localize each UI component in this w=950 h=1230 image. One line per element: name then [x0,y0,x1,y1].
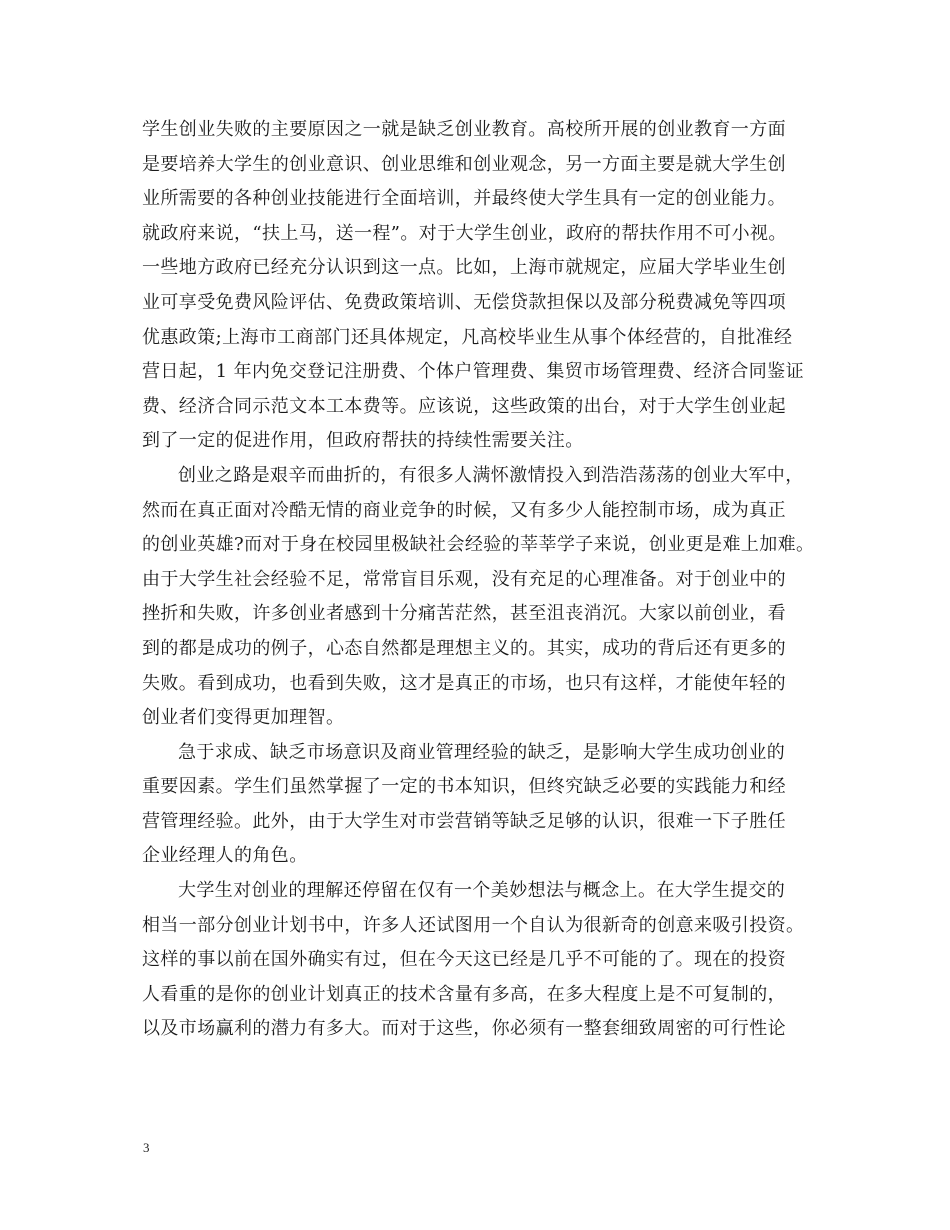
paragraph-first-line: 急于求成、缺乏市场意识及商业管理经验的缺乏，是影响大学生成功创业的 [178,741,786,763]
text-line: 然而在真正面对冷酷无情的商业竞争的时候，又有多少人能控制市场，成为真正 [142,499,786,521]
text-line: 到的都是成功的例子，心态自然都是理想主义的。其实，成功的背后还有更多的 [142,637,786,659]
text-line: 业所需要的各种创业技能进行全面培训，并最终使大学生具有一定的创业能力。 [142,188,786,210]
text-line: 营管理经验。此外，由于大学生对市尝营销等缺乏足够的认识，很难一下子胜任 [142,810,786,832]
text-line: 学生创业失败的主要原因之一就是缺乏创业教育。高校所开展的创业教育一方面 [142,119,786,140]
paragraph-first-line: 创业之路是艰辛而曲折的，有很多人满怀激情投入到浩浩荡荡的创业大军中， [178,464,804,486]
text-line: 挫折和失败，许多创业者感到十分痛苦茫然，甚至沮丧消沉。大家以前创业，看 [142,603,786,625]
text-line: 的创业英雄?而对于身在校园里极缺社会经验的莘莘学子来说，创业更是难上加难。 [142,534,815,556]
text-line: 以及市场赢利的潜力有多大。而对于这些，你必须有一整套细致周密的可行性论 [142,1018,786,1040]
text-line: 这样的事以前在国外确实有过，但在今天这已经是几乎不可能的了。现在的投资 [142,949,786,971]
text-line: 费、经济合同示范文本工本费等。应该说，这些政策的出台，对于大学生创业起 [142,395,786,417]
text-line: 一些地方政府已经充分认识到这一点。比如，上海市就规定，应届大学毕业生创 [142,257,786,279]
text-line: 到了一定的促进作用，但政府帮扶的持续性需要关注。 [142,430,584,452]
text-line: 优惠政策;上海市工商部门还具体规定，凡高校毕业生从事个体经营的，自批准经 [142,326,793,348]
text-line: 失败。看到成功，也看到失败，这才是真正的市场，也只有这样，才能使年轻的 [142,672,786,694]
page-number: 3 [143,1140,150,1155]
text-line: 就政府来说，“扶上马，送一程”。对于大学生创业，政府的帮扶作用不可小视。 [142,222,787,244]
text-line: 营日起，1 年内免交登记注册费、个体户管理费、集贸市场管理费、经济合同鉴证 [142,361,804,383]
text-line: 企业经理人的角色。 [142,845,308,867]
text-line: 业可享受免费风险评估、免费政策培训、无偿贷款担保以及部分税费减免等四项 [142,291,786,313]
text-line: 人看重的是你的创业计划真正的技术含量有多高，在多大程度上是不可复制的， [142,983,786,1005]
text-line: 相当一部分创业计划书中，许多人还试图用一个自认为很新奇的创意来吸引投资。 [142,914,805,936]
text-line: 由于大学生社会经验不足，常常盲目乐观，没有充足的心理准备。对于创业中的 [142,568,786,590]
text-line: 重要因素。学生们虽然掌握了一定的书本知识，但终究缺乏必要的实践能力和经 [142,776,786,798]
text-line: 是要培养大学生的创业意识、创业思维和创业观念，另一方面主要是就大学生创 [142,153,786,175]
paragraph-first-line: 大学生对创业的理解还停留在仅有一个美妙想法与概念上。在大学生提交的 [178,880,786,902]
text-line: 创业者们变得更加理智。 [142,707,345,729]
body-text [142,113,822,1047]
